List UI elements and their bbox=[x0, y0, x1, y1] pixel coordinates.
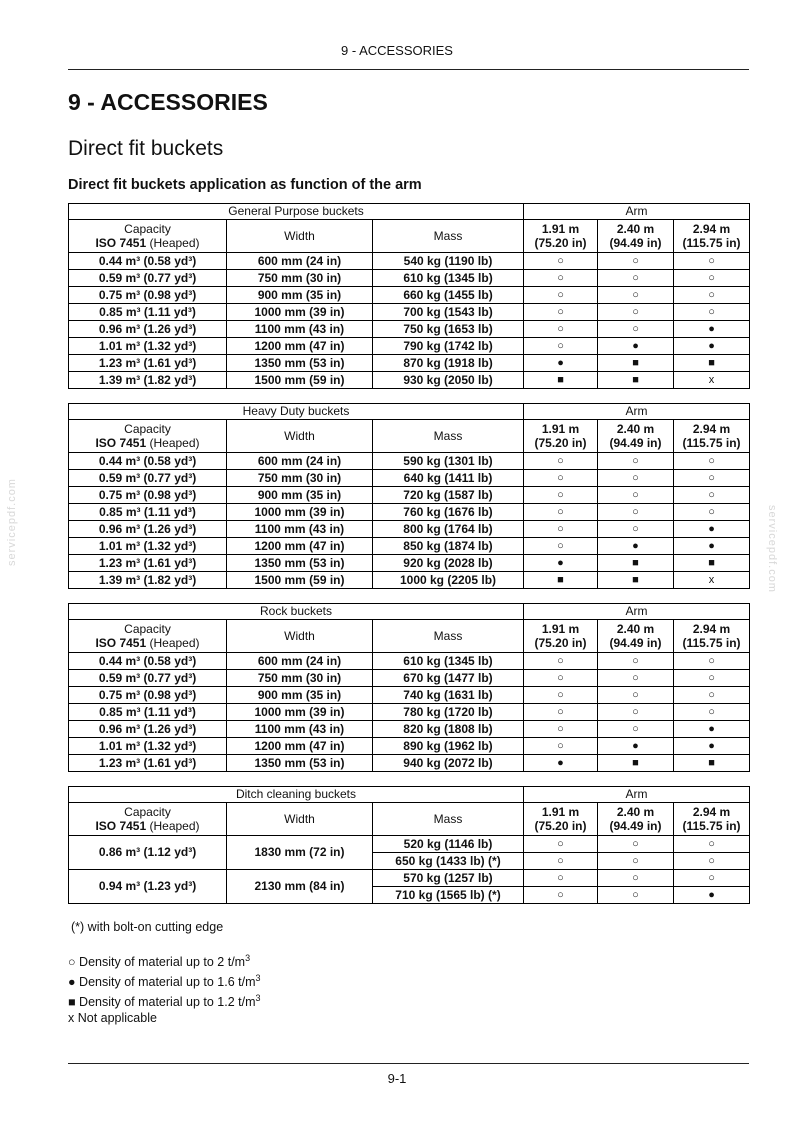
arm-length-in: (94.49 in) bbox=[609, 636, 662, 650]
mass-cell: 720 kg (1587 lb) bbox=[373, 487, 524, 504]
suitability-cell: ○ bbox=[598, 453, 674, 470]
iso-label: ISO 7451 bbox=[95, 436, 147, 450]
width-cell: 750 mm (30 in) bbox=[227, 470, 373, 487]
legend-exponent: 3 bbox=[255, 973, 261, 984]
capacity-standard bbox=[69, 236, 226, 250]
suitability-cell: ○ bbox=[524, 470, 598, 487]
mass-cell: 610 kg (1345 lb) bbox=[373, 653, 524, 670]
suitability-cell: ○ bbox=[524, 738, 598, 755]
suitability-cell: ○ bbox=[674, 253, 750, 270]
width-cell: 1100 mm (43 in) bbox=[227, 521, 373, 538]
footnote: (*) with bolt-on cutting edge bbox=[71, 920, 224, 934]
table-title: General Purpose buckets bbox=[69, 204, 524, 220]
mass-header: Mass bbox=[373, 420, 524, 453]
suitability-cell: ○ bbox=[674, 487, 750, 504]
table-row bbox=[69, 321, 750, 338]
suitability-cell: ○ bbox=[598, 504, 674, 521]
suitability-cell: ○ bbox=[524, 704, 598, 721]
iso-label: ISO 7451 bbox=[95, 636, 147, 650]
table-row bbox=[69, 738, 750, 755]
suitability-cell: ○ bbox=[598, 287, 674, 304]
suitability-cell: ○ bbox=[524, 853, 598, 870]
mass-cell bbox=[373, 887, 524, 904]
arm-length-m: 2.94 m bbox=[692, 805, 731, 819]
arm-length-in: (115.75 in) bbox=[682, 436, 741, 450]
arm-length-in: (75.20 in) bbox=[534, 636, 587, 650]
mass-cell: 1000 kg (2205 lb) bbox=[373, 572, 524, 589]
suitability-cell: ○ bbox=[598, 321, 674, 338]
suitability-cell: ○ bbox=[598, 670, 674, 687]
width-header: Width bbox=[227, 620, 373, 653]
suitability-cell: ■ bbox=[598, 555, 674, 572]
suitability-cell: x bbox=[674, 572, 750, 589]
heaped-label: (Heaped) bbox=[146, 819, 200, 833]
suitability-cell: ○ bbox=[524, 304, 598, 321]
suitability-cell: ○ bbox=[524, 521, 598, 538]
rock-buckets-table bbox=[68, 603, 750, 772]
table-row bbox=[69, 687, 750, 704]
subsection-title: Direct fit buckets application as function of the arm bbox=[68, 177, 422, 193]
suitability-cell: ○ bbox=[598, 687, 674, 704]
heaped-label: (Heaped) bbox=[146, 436, 200, 450]
arm-header: Arm bbox=[524, 404, 750, 420]
suitability-cell: ○ bbox=[524, 287, 598, 304]
iso-label: ISO 7451 bbox=[95, 236, 147, 250]
suitability-cell: ○ bbox=[524, 487, 598, 504]
capacity-cell: 1.23 m³ (1.61 yd³) bbox=[69, 355, 227, 372]
arm-length-m: 2.94 m bbox=[692, 422, 731, 436]
legend-item bbox=[68, 1010, 261, 1026]
table-row bbox=[69, 572, 750, 589]
suitability-cell: ○ bbox=[674, 870, 750, 887]
capacity-label: Capacity bbox=[124, 805, 171, 819]
width-cell: 900 mm (35 in) bbox=[227, 487, 373, 504]
table-title-row bbox=[69, 604, 750, 620]
width-cell: 1500 mm (59 in) bbox=[227, 572, 373, 589]
arm-length-in: (115.75 in) bbox=[682, 236, 741, 250]
mass-cell: 610 kg (1345 lb) bbox=[373, 270, 524, 287]
capacity-label: Capacity bbox=[124, 222, 171, 236]
width-cell: 1350 mm (53 in) bbox=[227, 355, 373, 372]
suitability-cell: ○ bbox=[598, 270, 674, 287]
symbol-legend bbox=[68, 950, 261, 1026]
mass-value: 710 kg (1565 lb) bbox=[395, 887, 485, 902]
legend-text: Density of material up to 1.2 t/m bbox=[75, 995, 256, 1010]
capacity-header bbox=[69, 420, 227, 453]
mass-cell: 540 kg (1190 lb) bbox=[373, 253, 524, 270]
table-row bbox=[69, 270, 750, 287]
arm-length-in: (75.20 in) bbox=[534, 236, 587, 250]
capacity-cell: 0.86 m³ (1.12 yd³) bbox=[69, 836, 227, 870]
width-cell: 1000 mm (39 in) bbox=[227, 704, 373, 721]
capacity-cell: 0.75 m³ (0.98 yd³) bbox=[69, 287, 227, 304]
running-head: 9 - ACCESSORIES bbox=[341, 43, 453, 58]
suitability-cell: ○ bbox=[524, 453, 598, 470]
width-cell: 900 mm (35 in) bbox=[227, 287, 373, 304]
cutting-edge-marker: (*) bbox=[484, 853, 501, 868]
suitability-cell: ○ bbox=[524, 670, 598, 687]
capacity-cell: 1.01 m³ (1.32 yd³) bbox=[69, 538, 227, 555]
suitability-cell: ○ bbox=[524, 687, 598, 704]
mass-cell bbox=[373, 870, 524, 887]
arm-length-m: 2.94 m bbox=[692, 222, 731, 236]
mass-cell: 700 kg (1543 lb) bbox=[373, 304, 524, 321]
capacity-cell: 1.39 m³ (1.82 yd³) bbox=[69, 572, 227, 589]
suitability-cell: ■ bbox=[674, 355, 750, 372]
suitability-cell: ○ bbox=[674, 453, 750, 470]
footer-rule bbox=[68, 1063, 749, 1064]
legend-exponent: 3 bbox=[245, 953, 251, 963]
suitability-cell: ● bbox=[598, 338, 674, 355]
arm-length-header bbox=[524, 420, 598, 453]
table-title-row bbox=[69, 404, 750, 420]
table-row bbox=[69, 504, 750, 521]
width-cell: 1100 mm (43 in) bbox=[227, 321, 373, 338]
legend-item bbox=[68, 990, 261, 1010]
width-cell: 1350 mm (53 in) bbox=[227, 555, 373, 572]
arm-length-m: 1.91 m bbox=[541, 422, 580, 436]
suitability-cell: ■ bbox=[524, 372, 598, 389]
suitability-cell: ■ bbox=[674, 755, 750, 772]
table-row bbox=[69, 453, 750, 470]
suitability-cell: ○ bbox=[524, 538, 598, 555]
column-header-row bbox=[69, 220, 750, 253]
section-title: Direct fit buckets bbox=[68, 137, 224, 160]
capacity-cell: 1.23 m³ (1.61 yd³) bbox=[69, 555, 227, 572]
width-cell: 900 mm (35 in) bbox=[227, 687, 373, 704]
suitability-cell: x bbox=[674, 372, 750, 389]
arm-length-m: 2.40 m bbox=[616, 622, 655, 636]
arm-length-m: 1.91 m bbox=[541, 805, 580, 819]
heaped-label: (Heaped) bbox=[146, 236, 200, 250]
mass-value: 650 kg (1433 lb) bbox=[395, 853, 485, 868]
table-title: Heavy Duty buckets bbox=[69, 404, 524, 420]
capacity-cell: 0.96 m³ (1.26 yd³) bbox=[69, 721, 227, 738]
suitability-cell: ○ bbox=[598, 836, 674, 853]
table-row bbox=[69, 538, 750, 555]
capacity-cell: 0.44 m³ (0.58 yd³) bbox=[69, 653, 227, 670]
suitability-cell: ○ bbox=[598, 887, 674, 904]
suitability-cell: ● bbox=[674, 887, 750, 904]
table-title: Ditch cleaning buckets bbox=[69, 787, 524, 803]
capacity-label: Capacity bbox=[124, 622, 171, 636]
arm-length-m: 2.40 m bbox=[616, 422, 655, 436]
capacity-header bbox=[69, 803, 227, 836]
suitability-cell: ○ bbox=[598, 470, 674, 487]
mass-value: 520 kg (1146 lb) bbox=[403, 836, 493, 851]
suitability-cell: ○ bbox=[524, 338, 598, 355]
suitability-cell: ● bbox=[524, 355, 598, 372]
arm-length-header bbox=[674, 803, 750, 836]
arm-length-header bbox=[598, 420, 674, 453]
capacity-cell: 1.01 m³ (1.32 yd³) bbox=[69, 338, 227, 355]
column-header-row bbox=[69, 803, 750, 836]
table-title: Rock buckets bbox=[69, 604, 524, 620]
table-row bbox=[69, 870, 750, 887]
general-purpose-buckets-table bbox=[68, 203, 750, 389]
legend-text: Not applicable bbox=[74, 1011, 157, 1026]
width-cell: 1200 mm (47 in) bbox=[227, 738, 373, 755]
width-cell: 600 mm (24 in) bbox=[227, 453, 373, 470]
suitability-cell: ■ bbox=[598, 355, 674, 372]
width-header: Width bbox=[227, 220, 373, 253]
table-title-row bbox=[69, 787, 750, 803]
suitability-cell: ○ bbox=[674, 704, 750, 721]
iso-label: ISO 7451 bbox=[95, 819, 147, 833]
table-row bbox=[69, 304, 750, 321]
capacity-cell: 0.85 m³ (1.11 yd³) bbox=[69, 304, 227, 321]
capacity-cell: 0.75 m³ (0.98 yd³) bbox=[69, 487, 227, 504]
suitability-cell: ○ bbox=[598, 253, 674, 270]
width-header: Width bbox=[227, 803, 373, 836]
capacity-cell: 0.59 m³ (0.77 yd³) bbox=[69, 670, 227, 687]
mass-cell: 940 kg (2072 lb) bbox=[373, 755, 524, 772]
legend-text: Density of material up to 2 t/m bbox=[75, 955, 246, 970]
suitability-cell: ● bbox=[598, 538, 674, 555]
width-header: Width bbox=[227, 420, 373, 453]
width-cell: 1000 mm (39 in) bbox=[227, 504, 373, 521]
suitability-cell: ○ bbox=[674, 836, 750, 853]
width-cell: 1500 mm (59 in) bbox=[227, 372, 373, 389]
table-row bbox=[69, 470, 750, 487]
capacity-cell: 0.44 m³ (0.58 yd³) bbox=[69, 453, 227, 470]
suitability-cell: ○ bbox=[524, 321, 598, 338]
legend-item bbox=[68, 970, 261, 990]
suitability-cell: ○ bbox=[598, 653, 674, 670]
width-cell: 1200 mm (47 in) bbox=[227, 538, 373, 555]
mass-cell: 750 kg (1653 lb) bbox=[373, 321, 524, 338]
capacity-cell: 1.23 m³ (1.61 yd³) bbox=[69, 755, 227, 772]
capacity-cell: 0.59 m³ (0.77 yd³) bbox=[69, 470, 227, 487]
suitability-cell: ○ bbox=[674, 653, 750, 670]
arm-length-in: (75.20 in) bbox=[534, 819, 587, 833]
mass-cell: 660 kg (1455 lb) bbox=[373, 287, 524, 304]
suitability-cell: ○ bbox=[598, 304, 674, 321]
heavy-duty-buckets-table bbox=[68, 403, 750, 589]
arm-length-m: 1.91 m bbox=[541, 622, 580, 636]
mass-cell: 790 kg (1742 lb) bbox=[373, 338, 524, 355]
mass-cell bbox=[373, 853, 524, 870]
watermark-right: servicepdf.com bbox=[766, 505, 778, 593]
width-cell: 750 mm (30 in) bbox=[227, 270, 373, 287]
suitability-cell: ● bbox=[674, 321, 750, 338]
arm-length-in: (75.20 in) bbox=[534, 436, 587, 450]
page-number: 9-1 bbox=[387, 1071, 407, 1086]
table-row bbox=[69, 755, 750, 772]
suitability-cell: ● bbox=[524, 755, 598, 772]
arm-length-m: 2.40 m bbox=[616, 805, 655, 819]
suitability-cell: ○ bbox=[598, 521, 674, 538]
arm-length-header bbox=[674, 420, 750, 453]
mass-header: Mass bbox=[373, 220, 524, 253]
mass-cell: 850 kg (1874 lb) bbox=[373, 538, 524, 555]
arm-header: Arm bbox=[524, 604, 750, 620]
mass-cell: 800 kg (1764 lb) bbox=[373, 521, 524, 538]
capacity-cell: 0.75 m³ (0.98 yd³) bbox=[69, 687, 227, 704]
mass-cell: 740 kg (1631 lb) bbox=[373, 687, 524, 704]
suitability-cell: ● bbox=[674, 721, 750, 738]
arm-length-header bbox=[674, 220, 750, 253]
column-header-row bbox=[69, 420, 750, 453]
table-row bbox=[69, 555, 750, 572]
mass-cell: 670 kg (1477 lb) bbox=[373, 670, 524, 687]
mass-header: Mass bbox=[373, 803, 524, 836]
suitability-cell: ○ bbox=[524, 887, 598, 904]
capacity-cell: 0.94 m³ (1.23 yd³) bbox=[69, 870, 227, 904]
legend-symbol: ■ bbox=[68, 995, 76, 1010]
table-title-row bbox=[69, 204, 750, 220]
arm-length-header bbox=[598, 220, 674, 253]
arm-length-m: 2.40 m bbox=[616, 222, 655, 236]
suitability-cell: ● bbox=[674, 538, 750, 555]
legend-text: Density of material up to 1.6 t/m bbox=[75, 975, 256, 990]
arm-length-header bbox=[524, 803, 598, 836]
suitability-cell: ○ bbox=[674, 504, 750, 521]
capacity-cell: 0.85 m³ (1.11 yd³) bbox=[69, 704, 227, 721]
mass-cell: 890 kg (1962 lb) bbox=[373, 738, 524, 755]
table-row bbox=[69, 338, 750, 355]
suitability-cell: ● bbox=[674, 338, 750, 355]
capacity-cell: 0.96 m³ (1.26 yd³) bbox=[69, 521, 227, 538]
mass-cell: 870 kg (1918 lb) bbox=[373, 355, 524, 372]
suitability-cell: ○ bbox=[524, 870, 598, 887]
capacity-header bbox=[69, 620, 227, 653]
legend-exponent: 3 bbox=[255, 993, 261, 1004]
watermark-left: servicepdf.com bbox=[6, 478, 18, 566]
arm-length-in: (94.49 in) bbox=[609, 436, 662, 450]
mass-cell: 640 kg (1411 lb) bbox=[373, 470, 524, 487]
suitability-cell: ○ bbox=[674, 670, 750, 687]
capacity-cell: 0.59 m³ (0.77 yd³) bbox=[69, 270, 227, 287]
suitability-cell: ○ bbox=[524, 504, 598, 521]
width-cell: 600 mm (24 in) bbox=[227, 253, 373, 270]
mass-header: Mass bbox=[373, 620, 524, 653]
arm-length-m: 1.91 m bbox=[541, 222, 580, 236]
legend-symbol: x bbox=[68, 1011, 75, 1026]
suitability-cell: ■ bbox=[598, 755, 674, 772]
table-row bbox=[69, 287, 750, 304]
table-row bbox=[69, 836, 750, 853]
capacity-label: Capacity bbox=[124, 422, 171, 436]
legend-item bbox=[68, 950, 261, 970]
cutting-edge-marker: (*) bbox=[484, 887, 501, 902]
suitability-cell: ○ bbox=[598, 853, 674, 870]
suitability-cell: ○ bbox=[674, 270, 750, 287]
table-row bbox=[69, 372, 750, 389]
mass-cell bbox=[373, 836, 524, 853]
table-row bbox=[69, 670, 750, 687]
mass-cell: 820 kg (1808 lb) bbox=[373, 721, 524, 738]
column-header-row bbox=[69, 620, 750, 653]
heaped-label: (Heaped) bbox=[146, 636, 200, 650]
legend-symbol: ● bbox=[68, 975, 76, 990]
table-row bbox=[69, 653, 750, 670]
suitability-cell: ○ bbox=[524, 253, 598, 270]
width-cell: 1830 mm (72 in) bbox=[227, 836, 373, 870]
mass-cell: 780 kg (1720 lb) bbox=[373, 704, 524, 721]
capacity-cell: 1.01 m³ (1.32 yd³) bbox=[69, 738, 227, 755]
ditch-cleaning-buckets-table bbox=[68, 786, 750, 904]
capacity-cell: 0.96 m³ (1.26 yd³) bbox=[69, 321, 227, 338]
suitability-cell: ■ bbox=[598, 572, 674, 589]
suitability-cell: ○ bbox=[524, 653, 598, 670]
mass-cell: 590 kg (1301 lb) bbox=[373, 453, 524, 470]
width-cell: 2130 mm (84 in) bbox=[227, 870, 373, 904]
suitability-cell: ○ bbox=[524, 270, 598, 287]
arm-header: Arm bbox=[524, 787, 750, 803]
legend-symbol: ○ bbox=[68, 955, 76, 970]
arm-length-header bbox=[524, 220, 598, 253]
suitability-cell: ● bbox=[524, 555, 598, 572]
suitability-cell: ○ bbox=[598, 704, 674, 721]
arm-length-in: (94.49 in) bbox=[609, 236, 662, 250]
arm-length-header bbox=[598, 620, 674, 653]
mass-value: 570 kg (1257 lb) bbox=[403, 870, 493, 885]
width-cell: 750 mm (30 in) bbox=[227, 670, 373, 687]
arm-header: Arm bbox=[524, 204, 750, 220]
capacity-standard bbox=[69, 819, 226, 833]
suitability-cell: ○ bbox=[598, 870, 674, 887]
mass-cell: 930 kg (2050 lb) bbox=[373, 372, 524, 389]
chapter-title: 9 - ACCESSORIES bbox=[68, 89, 268, 115]
capacity-standard bbox=[69, 436, 226, 450]
suitability-cell: ● bbox=[598, 738, 674, 755]
suitability-cell: ○ bbox=[598, 721, 674, 738]
suitability-cell: ○ bbox=[674, 853, 750, 870]
width-cell: 1100 mm (43 in) bbox=[227, 721, 373, 738]
suitability-cell: ○ bbox=[524, 836, 598, 853]
mass-cell: 920 kg (2028 lb) bbox=[373, 555, 524, 572]
arm-length-header bbox=[524, 620, 598, 653]
width-cell: 1200 mm (47 in) bbox=[227, 338, 373, 355]
capacity-header bbox=[69, 220, 227, 253]
arm-length-header bbox=[598, 803, 674, 836]
width-cell: 1000 mm (39 in) bbox=[227, 304, 373, 321]
width-cell: 1350 mm (53 in) bbox=[227, 755, 373, 772]
arm-length-m: 2.94 m bbox=[692, 622, 731, 636]
suitability-cell: ○ bbox=[674, 687, 750, 704]
table-row bbox=[69, 253, 750, 270]
arm-length-in: (115.75 in) bbox=[682, 819, 741, 833]
suitability-cell: ● bbox=[674, 521, 750, 538]
width-cell: 600 mm (24 in) bbox=[227, 653, 373, 670]
capacity-cell: 0.85 m³ (1.11 yd³) bbox=[69, 504, 227, 521]
table-row bbox=[69, 704, 750, 721]
suitability-cell: ○ bbox=[674, 287, 750, 304]
capacity-standard bbox=[69, 636, 226, 650]
arm-length-in: (94.49 in) bbox=[609, 819, 662, 833]
suitability-cell: ■ bbox=[674, 555, 750, 572]
arm-length-header bbox=[674, 620, 750, 653]
suitability-cell: ■ bbox=[524, 572, 598, 589]
suitability-cell: ● bbox=[674, 738, 750, 755]
capacity-cell: 1.39 m³ (1.82 yd³) bbox=[69, 372, 227, 389]
table-row bbox=[69, 721, 750, 738]
suitability-cell: ○ bbox=[524, 721, 598, 738]
header-rule bbox=[68, 69, 749, 70]
suitability-cell: ○ bbox=[598, 487, 674, 504]
capacity-cell: 0.44 m³ (0.58 yd³) bbox=[69, 253, 227, 270]
table-row bbox=[69, 355, 750, 372]
arm-length-in: (115.75 in) bbox=[682, 636, 741, 650]
suitability-cell: ■ bbox=[598, 372, 674, 389]
mass-cell: 760 kg (1676 lb) bbox=[373, 504, 524, 521]
table-row bbox=[69, 487, 750, 504]
suitability-cell: ○ bbox=[674, 470, 750, 487]
suitability-cell: ○ bbox=[674, 304, 750, 321]
table-row bbox=[69, 521, 750, 538]
